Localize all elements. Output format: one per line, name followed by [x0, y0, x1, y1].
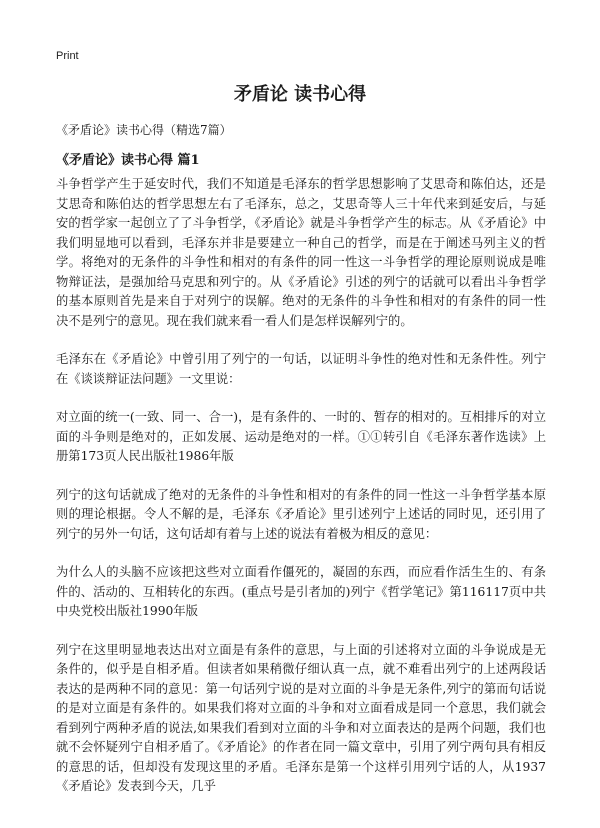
- paragraph-6: 列宁在这里明显地表达出对立面是有条件的意思，与上面的引述将对立面的斗争说成是无条件的，似乎是自相矛盾。但读者如果稍微仔细认真一点，就不难看出列宁的上述两段话表达的是两种不同的意见：第一句话列宁说的是对立面的斗争是无条件,列宁的第而句话说的是对立面是有条件的。如果我们将对立面的斗争和对立面看成是同一个意思，我们就会看到列宁两种矛盾的说法,如果我们看到对立面的斗争和对立面表达的是两个问题，我们也就不会怀疑列宁自相矛盾了。《矛盾论》的作者在同一篇文章中，引用了列宁两句具有相反的意思的话，但却没有发现这里的矛盾。毛泽东是第一个这样引用列宁话的人，从1937《矛盾论》发表到今天，几乎: [56, 642, 546, 793]
- paragraph-4: 列宁的这句话就成了绝对的无条件的斗争性和相对的有条件的同一性这一斗争哲学基本原则的理论根据。令人不解的是，毛泽东《矛盾论》里引述列宁上述话的同时见，还引用了列宁的另外一句话，这句话却有着与上述的说法有着极为相反的意见：: [56, 487, 546, 541]
- paragraph-2: 毛泽东在《矛盾论》中曾引用了列宁的一句话，以证明斗争性的绝对性和无条件性。列宁在《谈谈辩证法问题》一文里说：: [56, 352, 546, 386]
- document-subtitle: 《矛盾论》读书心得（精选7篇）: [56, 123, 232, 137]
- document-body: [56, 175, 546, 816]
- paragraph-5-quote: 为什么人的头脑不应该把这些对立面看作僵死的，凝固的东西，而应看作活生生的、有条件的、活动的、互相转化的东西。(重点号是引者加的)列宁《哲学笔记》第116117页中共中央党校出版社1990年版: [56, 565, 546, 618]
- document-title: 矛盾论 读书心得: [233, 84, 367, 105]
- print-link[interactable]: Print: [56, 50, 79, 62]
- section-heading: 《矛盾论》读书心得 篇1: [56, 153, 200, 168]
- paragraph-3-quote: 对立面的统一(一致、同一、合一)，是有条件的、一时的、暂存的相对的。互相排斥的对立面的斗争则是绝对的，正如发展、运动是绝对的一样。①①转引自《毛泽东著作选读》上册第173页人民出版社1986年版: [56, 410, 546, 463]
- paragraph-1: 斗争哲学产生于延安时代，我们不知道是毛泽东的哲学思想影响了艾思奇和陈伯达，还是艾思奇和陈伯达的哲学思想左右了毛泽东，总之，艾思奇等人三十年代来到延安后，与延安的哲学家一起创立了了斗争哲学，《矛盾论》就是斗争哲学产生的标志。从《矛盾论》中我们明显地可以看到，毛泽东并非是要建立一种自己的哲学，而是在于阐述马列主义的哲学。将绝对的无条件的斗争性和相对的有条件的同一性这一斗争哲学的理论原则说成是唯物辩证法，是强加给马克思和列宁的。从《矛盾论》引述的列宁的话就可以看出斗争哲学的基本原则首先是来自于对列宁的误解。绝对的无条件的斗争性和相对的有条件的同一性决不是列宁的意见。现在我们就来看一看人们是怎样误解列宁的。: [56, 177, 546, 328]
